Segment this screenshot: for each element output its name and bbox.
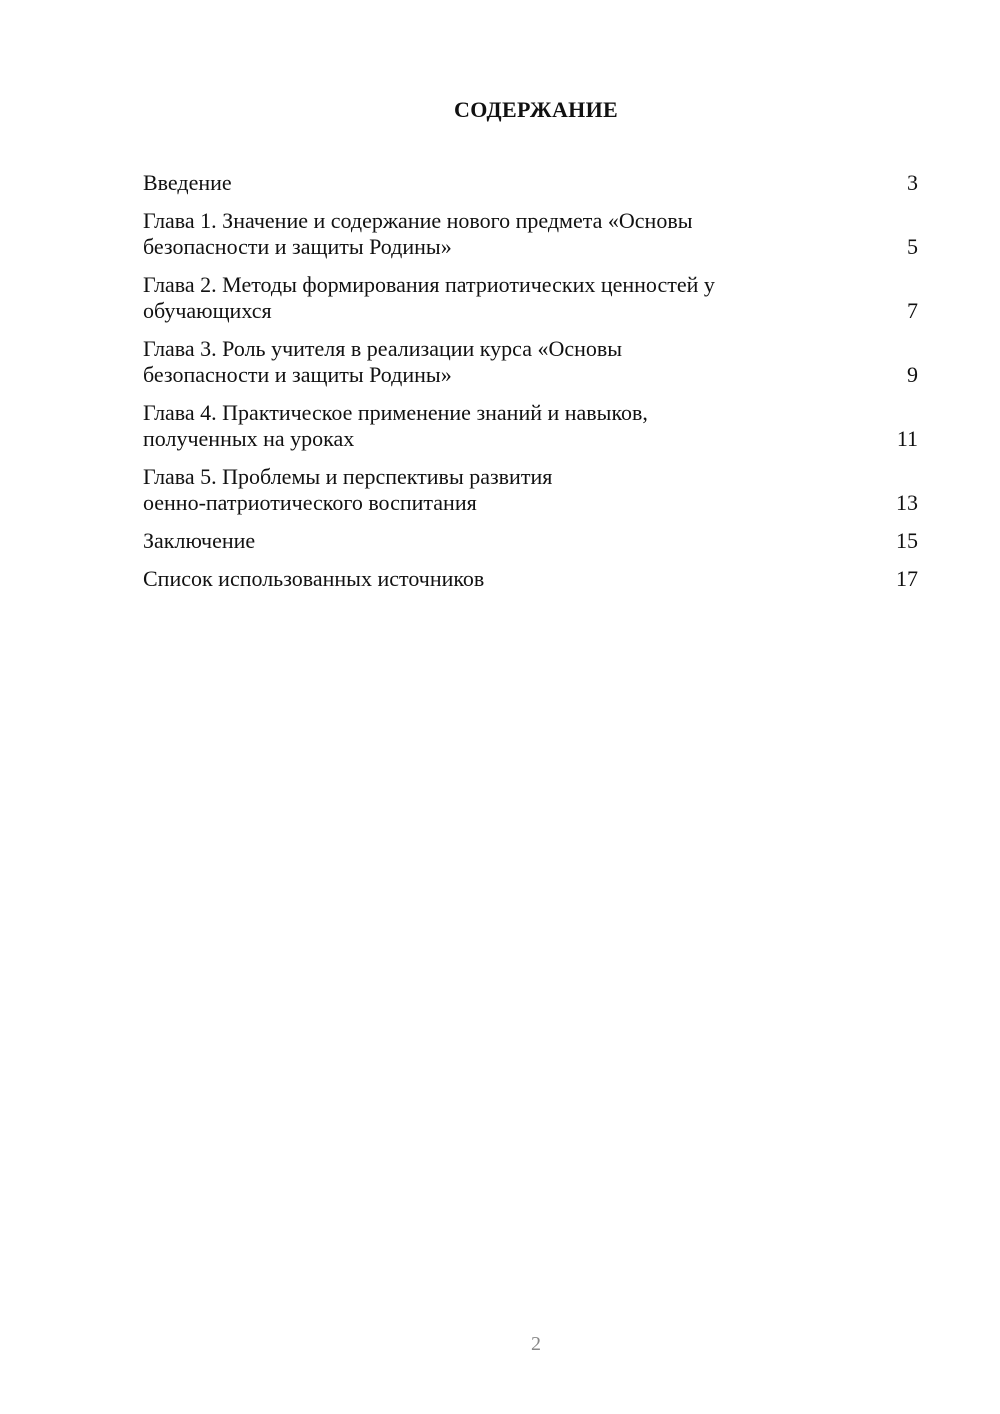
toc-entry-chapter-3 [143, 336, 918, 388]
toc-entry-chapter-1 [143, 208, 918, 260]
toc-entry-line: Глава 2. Методы формирования патриотических ценностей у [143, 272, 715, 297]
toc-entry-line: Список использованных источников [143, 566, 485, 591]
toc-entry-label [143, 272, 894, 324]
toc-entry-line: Глава 5. Проблемы и перспективы развития [143, 464, 553, 489]
toc-entry-page-number: 17 [896, 566, 918, 591]
toc-entry-line: оенно-патриотического воспитания [143, 490, 477, 515]
page-number: 2 [531, 1333, 541, 1355]
toc-entry-label [143, 336, 894, 388]
toc-entry-line: Введение [143, 170, 232, 195]
toc-entry-page-number: 3 [907, 170, 918, 195]
toc-entry-label [143, 170, 894, 196]
toc-entry-chapter-2 [143, 272, 918, 324]
toc-entry-label [143, 566, 894, 592]
toc-entry-page-number: 11 [896, 426, 918, 451]
toc-entry-conclusion [143, 528, 918, 554]
table-of-contents [143, 170, 918, 604]
toc-entry-line: безопасности и защиты Родины» [143, 234, 452, 259]
toc-entry-chapter-5 [143, 464, 918, 516]
toc-entry-label [143, 528, 894, 554]
toc-entry-chapter-4 [143, 400, 918, 452]
toc-entry-line: безопасности и защиты Родины» [143, 362, 452, 387]
toc-entry-label [143, 464, 894, 516]
toc-entry-label [143, 400, 894, 452]
page-title: СОДЕРЖАНИЕ [454, 97, 618, 122]
toc-entry-references [143, 566, 918, 592]
toc-entry-line: Глава 4. Практическое применение знаний и навыков, [143, 400, 648, 425]
toc-entry-page-number: 13 [896, 490, 918, 515]
toc-entry-label [143, 208, 894, 260]
toc-entry-line: Глава 1. Значение и содержание нового предмета «Основы [143, 208, 693, 233]
toc-entry-page-number: 15 [896, 528, 918, 553]
toc-entry-line: Заключение [143, 528, 256, 553]
toc-entry-line: Глава 3. Роль учителя в реализации курса «Основы [143, 336, 623, 361]
toc-entry-page-number: 9 [907, 362, 918, 387]
toc-entry-introduction [143, 170, 918, 196]
toc-entry-page-number: 7 [907, 298, 918, 323]
toc-entry-line: обучающихся [143, 298, 272, 323]
toc-entry-page-number: 5 [907, 234, 918, 259]
toc-entry-line: полученных на уроках [143, 426, 355, 451]
